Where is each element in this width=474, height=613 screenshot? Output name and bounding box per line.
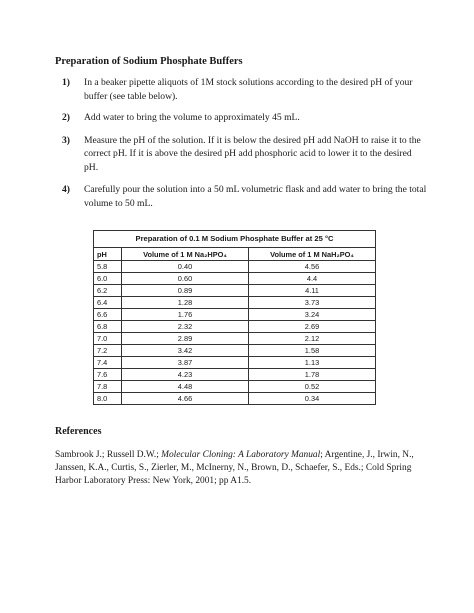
document-title: Preparation of Sodium Phosphate Buffers <box>55 56 243 67</box>
table-row <box>94 393 376 405</box>
table-row <box>94 297 376 309</box>
cell-nah2po4: 1.58 <box>249 345 376 357</box>
step-number: 3) <box>62 134 70 146</box>
cell-ph: 7.4 <box>94 357 122 369</box>
cell-ph: 7.2 <box>94 345 122 357</box>
step-text: Add water to bring the volume to approximately 45 mL. <box>84 112 300 123</box>
cell-ph: 5.8 <box>94 261 122 273</box>
references-text <box>55 449 425 488</box>
table-row <box>94 357 376 369</box>
cell-na2hpo4: 4.23 <box>122 369 249 381</box>
table-row <box>94 321 376 333</box>
cell-nah2po4: 2.69 <box>249 321 376 333</box>
cell-nah2po4: 4.56 <box>249 261 376 273</box>
cell-na2hpo4: 2.89 <box>122 333 249 345</box>
cell-ph: 6.2 <box>94 285 122 297</box>
table-row <box>94 261 376 273</box>
table-row <box>94 369 376 381</box>
cell-ph: 7.6 <box>94 369 122 381</box>
table-row <box>94 273 376 285</box>
step-text: Measure the pH of the solution. If it is below the desired pH add NaOH to raise it to the correct pH. If it is above the desired pH add phosphoric acid to lower it to the desired pH. <box>84 134 421 173</box>
table-caption: Preparation of 0.1 M Sodium Phosphate Buffer at 25 °C <box>94 231 376 248</box>
cell-ph: 7.0 <box>94 333 122 345</box>
buffer-table <box>93 230 376 405</box>
cell-ph: 7.8 <box>94 381 122 393</box>
cell-nah2po4: 3.24 <box>249 309 376 321</box>
table-row <box>94 309 376 321</box>
cell-na2hpo4: 3.87 <box>122 357 249 369</box>
cell-na2hpo4: 1.76 <box>122 309 249 321</box>
table-header-row <box>94 248 376 261</box>
cell-nah2po4: 4.4 <box>249 273 376 285</box>
step-number: 2) <box>62 112 70 123</box>
step-number: 1) <box>62 77 70 88</box>
cell-nah2po4: 1.13 <box>249 357 376 369</box>
cell-na2hpo4: 4.48 <box>122 381 249 393</box>
table-row <box>94 345 376 357</box>
cell-na2hpo4: 0.89 <box>122 285 249 297</box>
cell-nah2po4: 3.73 <box>249 297 376 309</box>
cell-ph: 8.0 <box>94 393 122 405</box>
column-header-nah2po4: Volume of 1 M NaH₂PO₄ <box>249 248 376 261</box>
table-row <box>94 333 376 345</box>
cell-nah2po4: 4.11 <box>249 285 376 297</box>
cell-na2hpo4: 2.32 <box>122 321 249 333</box>
table-row <box>94 285 376 297</box>
column-header-ph: pH <box>94 248 122 261</box>
step-item <box>62 111 427 125</box>
step-item <box>62 134 427 175</box>
column-header-na2hpo4: Volume of 1 M Na₂HPO₄ <box>122 248 249 261</box>
cell-na2hpo4: 3.42 <box>122 345 249 357</box>
cell-nah2po4: 2.12 <box>249 333 376 345</box>
step-text: Carefully pour the solution into a 50 mL volumetric flask and add water to bring the total volume to 50 mL. <box>84 184 427 209</box>
reference-book-title: Molecular Cloning: A Laboratory Manual <box>161 450 321 460</box>
cell-ph: 6.4 <box>94 297 122 309</box>
cell-nah2po4: 0.34 <box>249 393 376 405</box>
step-item <box>62 76 427 103</box>
step-text: In a beaker pipette aliquots of 1M stock solutions according to the desired pH of your buffer (see table below). <box>84 77 413 102</box>
cell-na2hpo4: 0.60 <box>122 273 249 285</box>
table-row <box>94 381 376 393</box>
steps-list <box>62 76 427 210</box>
cell-ph: 6.6 <box>94 309 122 321</box>
step-item <box>62 183 427 210</box>
reference-details: ; Argentine, J., Irwin, N., Janssen, K.A., Curtis, S., Zierler, M., McInerny, N., Brown, D., Schaefer, S., Eds.; Cold Spring Harbor Laboratory Press: New York, 2001; pp A1.5. <box>55 450 414 486</box>
cell-na2hpo4: 4.66 <box>122 393 249 405</box>
reference-authors: Sambrook J.; Russell D.W.; <box>55 450 162 460</box>
cell-na2hpo4: 0.40 <box>122 261 249 273</box>
step-number: 4) <box>62 184 70 195</box>
references-heading: References <box>55 426 102 437</box>
cell-ph: 6.0 <box>94 273 122 285</box>
cell-na2hpo4: 1.28 <box>122 297 249 309</box>
cell-nah2po4: 0.52 <box>249 381 376 393</box>
cell-ph: 6.8 <box>94 321 122 333</box>
cell-nah2po4: 1.78 <box>249 369 376 381</box>
